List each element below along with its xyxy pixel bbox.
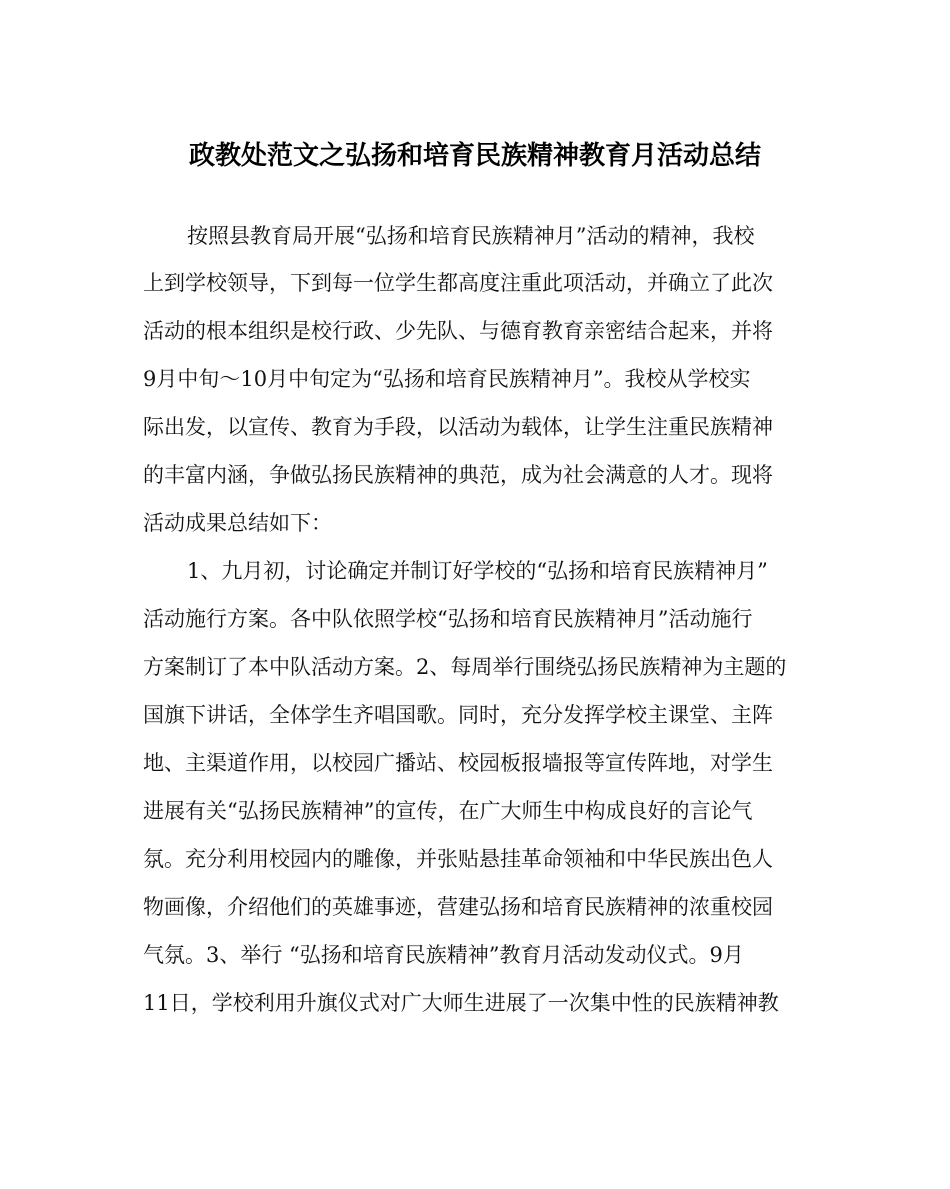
body-line: 地、主渠道作用，以校园广播站、校园板报墙报等宣传阵地，对学生 (143, 751, 773, 775)
document-title: 政教处范文之弘扬和培育民族精神教育月活动总结 (188, 141, 761, 171)
body-line: 9月中旬～10月中旬定为“弘扬和培育民族精神月”。我校从学校实 (143, 367, 751, 391)
body-line: 氛。充分利用校园内的雕像，并张贴悬挂革命领袖和中华民族出色人 (143, 847, 773, 871)
body-line: 的丰富内涵，争做弘扬民族精神的典范，成为社会满意的人才。现将 (143, 463, 773, 487)
body-line: 上到学校领导，下到每一位学生都高度注重此项活动，并确立了此次 (143, 271, 773, 295)
body-line: 气氛。3、举行 “弘扬和培育民族精神”教育月活动发动仪式。9月 (143, 943, 744, 967)
body-line: 国旗下讲话，全体学生齐唱国歌。同时，充分发挥学校主课堂、主阵 (143, 703, 773, 727)
body-line: 活动的根本组织是校行政、少先队、与德育教育亲密结合起来，并将 (143, 319, 773, 343)
body-line: 按照县教育局开展“弘扬和培育民族精神月”活动的精神，我校 (187, 224, 755, 248)
body-line: 进展有关“弘扬民族精神”的宣传，在广大师生中构成良好的言论气 (143, 799, 753, 823)
body-line: 方案制订了本中队活动方案。2、每周举行围绕弘扬民族精神为主题的 (143, 655, 787, 679)
body-line: 际出发，以宣传、教育为手段，以活动为载体，让学生注重民族精神 (143, 415, 773, 439)
body-line: 11日，学校利用升旗仪式对广大师生进展了一次集中性的民族精神教 (143, 991, 779, 1015)
body-line: 活动施行方案。各中队依照学校“弘扬和培育民族精神月”活动施行 (143, 607, 753, 631)
body-line: 活动成果总结如下： (143, 511, 332, 535)
body-line: 物画像，介绍他们的英雄事迹，营建弘扬和培育民族精神的浓重校园 (143, 895, 773, 919)
body-line: 1、九月初，讨论确定并制订好学校的“弘扬和培育民族精神月” (187, 559, 768, 583)
